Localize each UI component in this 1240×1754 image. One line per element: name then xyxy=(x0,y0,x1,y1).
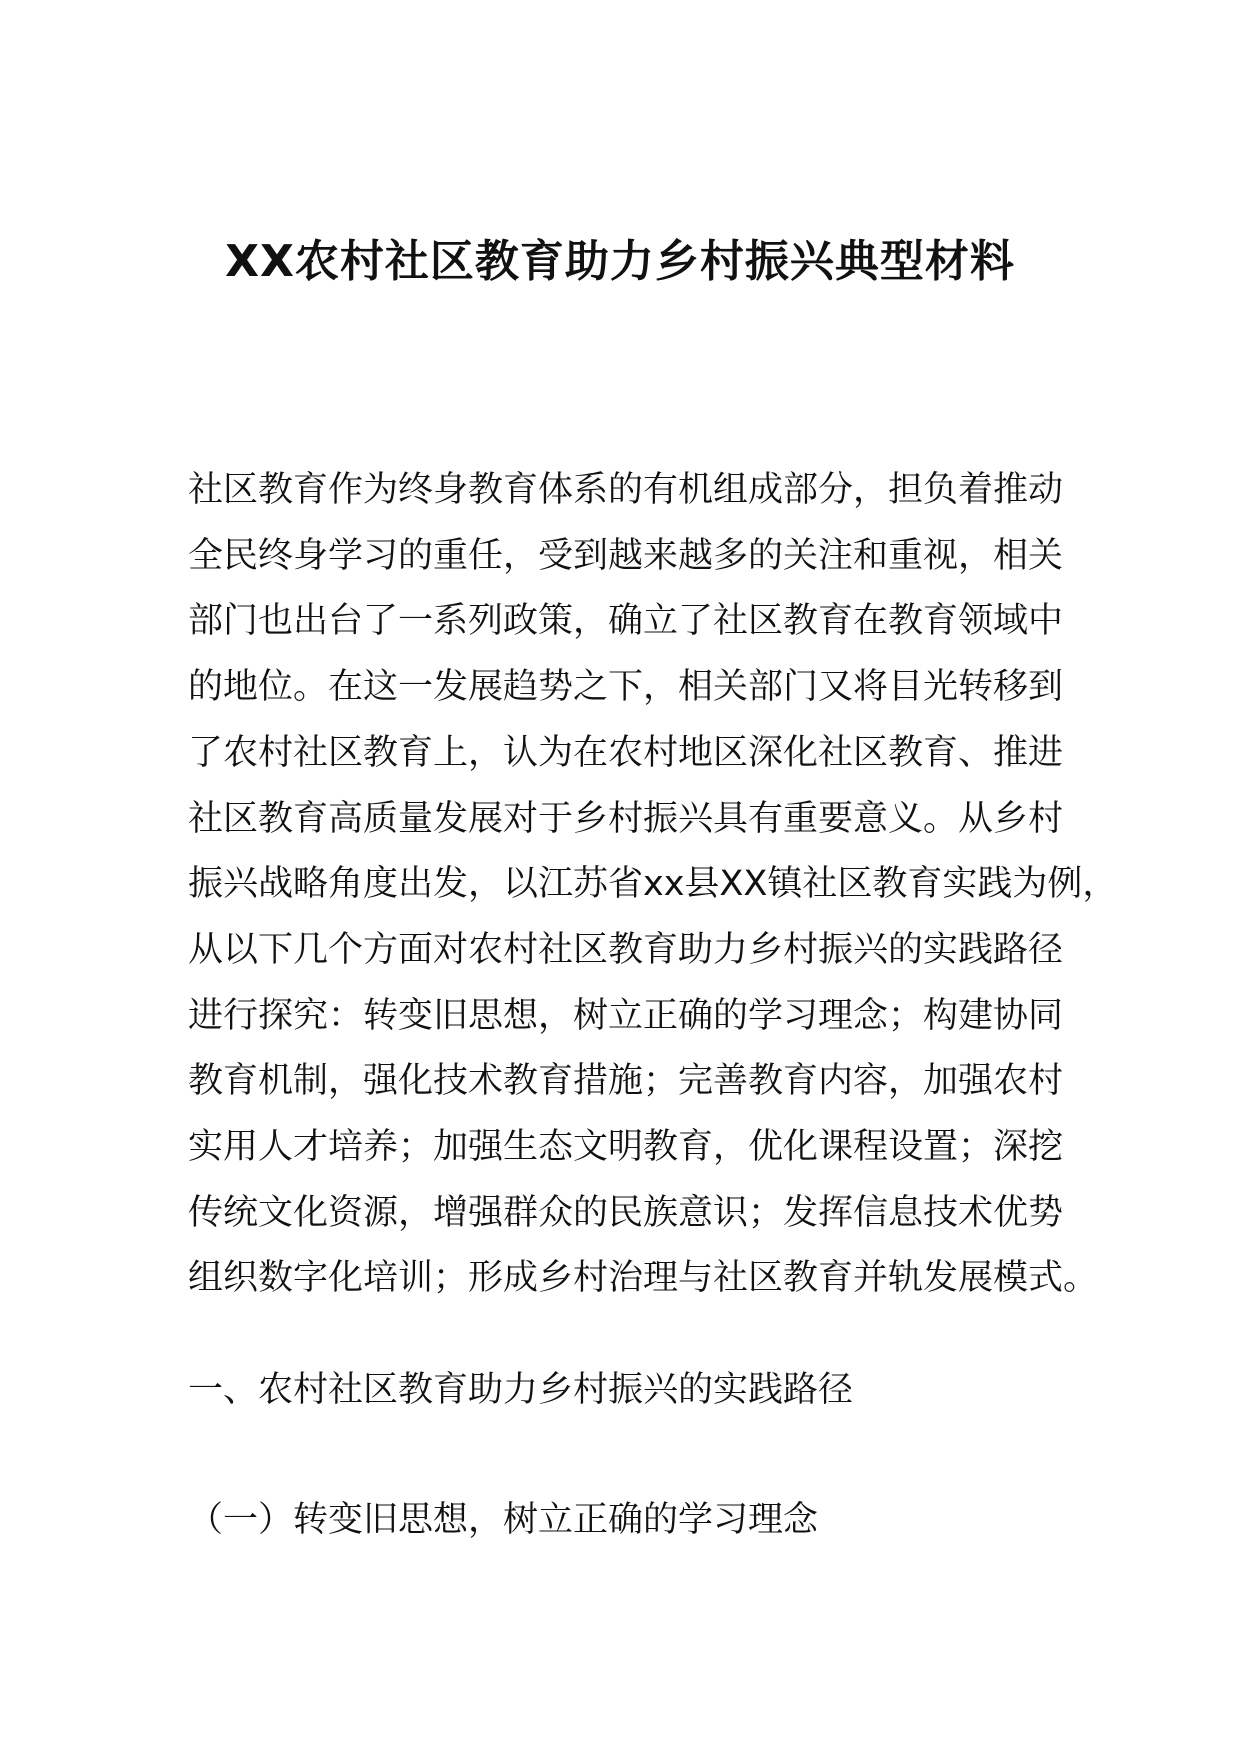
paragraph-line: 实用人才培养；加强生态文明教育，优化课程设置；深挖 xyxy=(188,1127,1064,1168)
paragraph-line: 全民终身学习的重任，受到越来越多的关注和重视，相关 xyxy=(188,535,1064,576)
paragraph-line: 进行探究：转变旧思想，树立正确的学习理念；构建协同 xyxy=(188,995,1064,1036)
paragraph-line: 传统文化资源，增强群众的民族意识；发挥信息技术优势 xyxy=(188,1192,1064,1233)
paragraph-line: 社区教育作为终身教育体系的有机组成部分，担负着推动 xyxy=(188,470,1064,510)
paragraph-line: 了农村社区教育上，认为在农村地区深化社区教育、推进 xyxy=(188,732,1064,773)
paragraph-line: 从以下几个方面对农村社区教育助力乡村振兴的实践路径 xyxy=(188,929,1064,970)
paragraph-line: 教育机制，强化技术教育措施；完善教育内容，加强农村 xyxy=(188,1061,1064,1102)
paragraph-line: 振兴战略角度出发，以江苏省xx县XX镇社区教育实践为例， xyxy=(188,864,1118,905)
subsection-heading: （一）转变旧思想，树立正确的学习理念 xyxy=(188,1500,819,1540)
paragraph-line: 组织数字化培训；形成乡村治理与社区教育并轨发展模式。 xyxy=(188,1258,1099,1299)
section-heading: 一、农村社区教育助力乡村振兴的实践路径 xyxy=(188,1370,854,1410)
paragraph-line: 社区教育高质量发展对于乡村振兴具有重要意义。从乡村 xyxy=(188,798,1064,839)
paragraph-line: 的地位。在这一发展趋势之下，相关部门又将目光转移到 xyxy=(188,667,1064,708)
intro-paragraph xyxy=(188,458,1118,1312)
paragraph-line: 部门也出台了一系列政策，确立了社区教育在教育领域中 xyxy=(188,601,1064,642)
document-title: XX农村社区教育助力乡村振兴典型材料 xyxy=(225,236,1015,288)
